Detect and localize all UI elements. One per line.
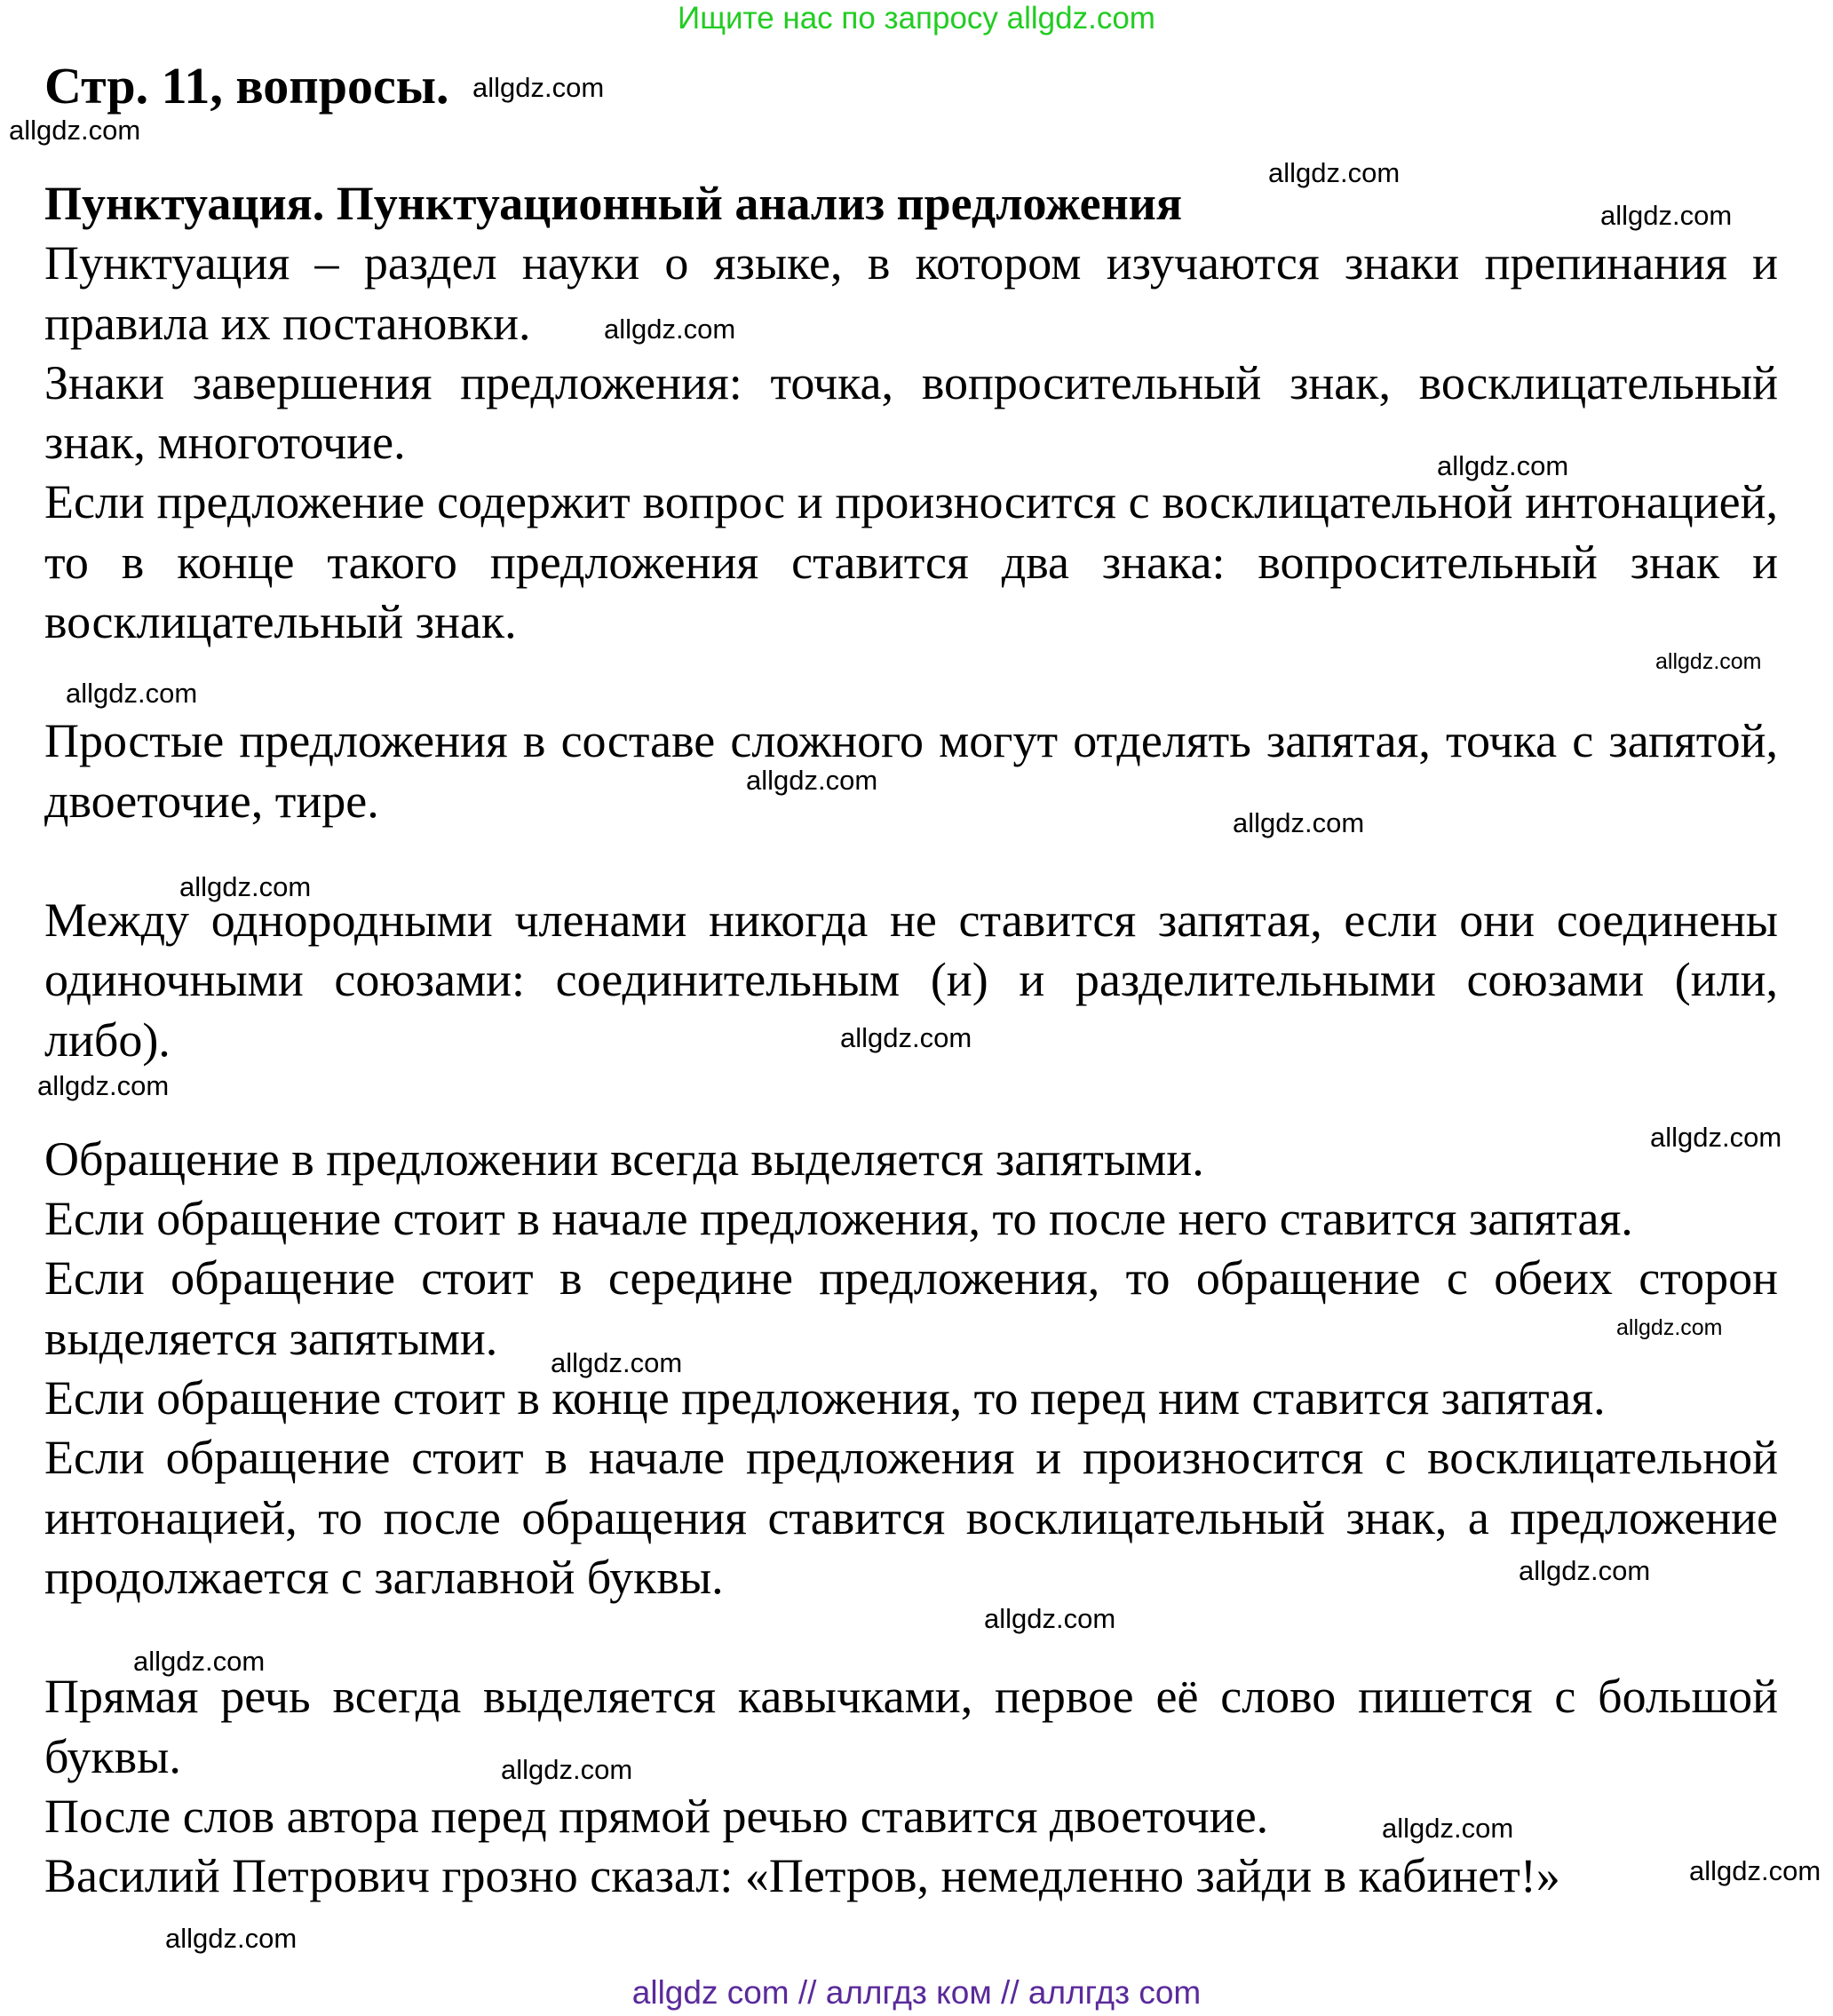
watermark: allgdz.com: [1382, 1813, 1514, 1844]
paragraph: Прямая речь всегда выделяется кавычками, первое её слово пишется с большой буквы.: [44, 1670, 1778, 1783]
paragraph: Если обращение стоит в середине предложения, то обращение с обеих сторон выделяется запятыми.: [44, 1251, 1778, 1365]
watermark: allgdz.com: [1437, 450, 1569, 481]
paragraph: Простые предложения в составе сложного могут отделять запятая, точка с запятой, двоеточие, тире.: [44, 714, 1778, 828]
watermark: allgdz.com: [133, 1646, 266, 1677]
watermark: allgdz.com: [472, 72, 605, 103]
paragraph: Василий Петрович грозно сказал: «Петров, немедленно зайди в кабинет!»: [44, 1849, 1560, 1903]
watermark: allgdz.com: [1519, 1555, 1651, 1586]
watermark: allgdz.com: [1655, 649, 1762, 674]
watermark: allgdz.com: [984, 1603, 1116, 1634]
watermark: allgdz.com: [1689, 1855, 1821, 1886]
paragraph: Обращение в предложении всегда выделяется запятыми.: [44, 1131, 1204, 1186]
watermark: allgdz.com: [165, 1923, 298, 1954]
watermark: allgdz.com: [1650, 1122, 1782, 1153]
paragraph: После слов автора перед прямой речью ставится двоеточие.: [44, 1789, 1269, 1843]
paragraph: Знаки завершения предложения: точка, вопросительный знак, восклицательный знак, многоточие.: [44, 355, 1778, 470]
watermark: allgdz.com: [551, 1347, 683, 1378]
watermark: allgdz.com: [1268, 157, 1401, 188]
spacer: [44, 652, 1778, 711]
watermark: allgdz.com: [1233, 807, 1365, 838]
paragraph: Если обращение стоит в конце предложения, то перед ним ставится запятая.: [44, 1371, 1606, 1425]
spacer: [44, 1607, 1778, 1667]
watermark: allgdz.com: [840, 1022, 972, 1053]
watermark: allgdz.com: [66, 678, 198, 709]
watermark: allgdz.com: [746, 765, 878, 796]
paragraph: Между однородными членами никогда не ставится запятая, если они соединены одиночными союзами: соединительным (и) и разделительными союзами (или, либо).: [44, 893, 1778, 1067]
footer-links: allgdz com // аллгдз ком // аллгдз com: [631, 1974, 1202, 2011]
paragraph: Если обращение стоит в начале предложения и произносится с восклицательной интонацией, то после обращения ставится восклицательный знак, а предложение продолжается с заглавной буквы.: [44, 1431, 1778, 1604]
spacer: [44, 1070, 1778, 1130]
watermark: allgdz.com: [179, 871, 312, 902]
watermark: allgdz.com: [9, 115, 141, 146]
watermark: allgdz.com: [501, 1754, 633, 1785]
paragraph: Если обращение стоит в начале предложения, то после него ставится запятая.: [44, 1192, 1633, 1246]
search-banner: Ищите нас по запросу allgdz.com: [678, 1, 1155, 36]
page-title: Стр. 11, вопросы.: [44, 57, 449, 115]
section-heading: Пунктуация. Пунктуационный анализ предложения: [44, 177, 1183, 230]
paragraph: Если предложение содержит вопрос и произносится с восклицательной интонацией, то в конце такого предложения ставится два знака: вопросительный знак и восклицательный знак.: [44, 475, 1778, 649]
watermark: allgdz.com: [1600, 200, 1733, 231]
paragraph: Пунктуация – раздел науки о языке, в котором изучаются знаки препинания и правила их постановки.: [44, 236, 1778, 350]
watermark: allgdz.com: [37, 1070, 170, 1101]
watermark: allgdz.com: [604, 314, 736, 345]
watermark: allgdz.com: [1616, 1315, 1723, 1340]
